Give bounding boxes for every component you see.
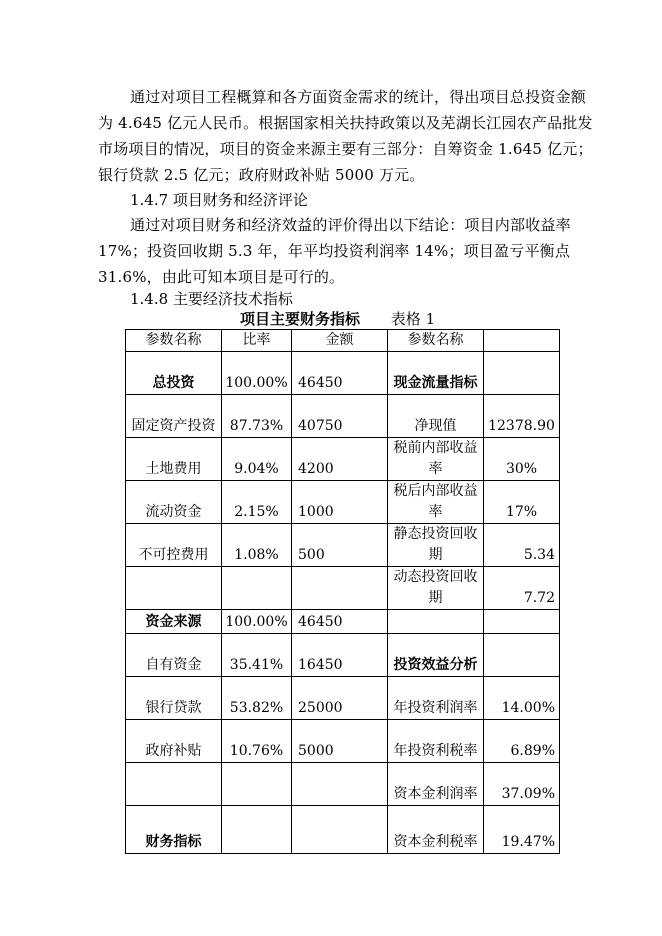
table-row: [126, 720, 560, 763]
table-cell: 53.82%: [222, 677, 292, 720]
table-cell: 5000: [292, 720, 388, 763]
table-cell: 100.00%: [222, 352, 292, 395]
table-cell: 4200: [292, 438, 388, 481]
table-cell: 土地费用: [126, 438, 222, 481]
table-row: [126, 438, 560, 481]
table-cell: 5.34: [484, 524, 560, 567]
table-cell: 静态投资回收期: [388, 524, 484, 567]
table-cell: 37.09%: [484, 763, 560, 806]
table-cell: 税前内部收益率: [388, 438, 484, 481]
table-cell: 政府补贴: [126, 720, 222, 763]
table-cell: 14.00%: [484, 677, 560, 720]
table-cell: [126, 567, 222, 610]
table-cell: 年投资利润率: [388, 677, 484, 720]
table-row: [126, 352, 560, 395]
table-cell: 40750: [292, 395, 388, 438]
table-cell: [484, 634, 560, 677]
table-row: [126, 481, 560, 524]
table-cell: 500: [292, 524, 388, 567]
table-cell: 2.15%: [222, 481, 292, 524]
table-row: [126, 677, 560, 720]
table-row: [126, 610, 560, 634]
table-cell: 46450: [292, 352, 388, 395]
section-heading-1-4-8: 1.4.8 主要经济技术指标: [130, 290, 293, 308]
table-cell: [222, 806, 292, 854]
table-row: [126, 395, 560, 438]
table-cell: 税后内部收益率: [388, 481, 484, 524]
table-cell: [388, 610, 484, 634]
table-cell: [222, 763, 292, 806]
table-cell: 资本金利润率: [388, 763, 484, 806]
table-cell: [126, 763, 222, 806]
table-cell: 46450: [292, 610, 388, 634]
table-cell: [222, 567, 292, 610]
table-cell: 财务指标: [126, 806, 222, 854]
header-cell: 比率: [222, 330, 292, 352]
table-cell: 现金流量指标: [388, 352, 484, 395]
table-cell: 30%: [484, 438, 560, 481]
table-cell: 自有资金: [126, 634, 222, 677]
table-cell: 资金来源: [126, 610, 222, 634]
table-cell: 17%: [484, 481, 560, 524]
table-cell: 银行贷款: [126, 677, 222, 720]
table-row: [126, 634, 560, 677]
table-cell: 10.76%: [222, 720, 292, 763]
intro-paragraph: 通过对项目工程概算和各方面资金需求的统计，得出项目总投资金额为 4.645 亿元人民币。根据国家相关扶持政策以及芜湖长江园农产品批发市场项目的情况，项目的资金来源主要有三部分：自筹资金 1.645 亿元；银行贷款 2.5 亿元；政府财政补贴 5000 万元。: [98, 88, 593, 184]
table-cell: 16450: [292, 634, 388, 677]
table-cell: 1.08%: [222, 524, 292, 567]
table-cell: [292, 806, 388, 854]
header-cell: 参数名称: [388, 330, 484, 352]
header-cell: 参数名称: [126, 330, 222, 352]
table-cell: 25000: [292, 677, 388, 720]
table-cell: 不可控费用: [126, 524, 222, 567]
table-number: 表格 1: [390, 310, 436, 328]
header-cell: [484, 330, 560, 352]
table-cell: 总投资: [126, 352, 222, 395]
header-cell: 金额: [292, 330, 388, 352]
table-cell: [292, 763, 388, 806]
table-cell: 流动资金: [126, 481, 222, 524]
section-heading-1-4-7: 1.4.7 项目财务和经济评论: [130, 191, 308, 209]
table-row: [126, 763, 560, 806]
table-cell: 87.73%: [222, 395, 292, 438]
table-row: [126, 567, 560, 610]
table-cell: 35.41%: [222, 634, 292, 677]
table-caption: [240, 309, 435, 329]
table-cell: 投资效益分析: [388, 634, 484, 677]
table-cell: 19.47%: [484, 806, 560, 854]
table-cell: 动态投资回收期: [388, 567, 484, 610]
table-cell: 9.04%: [222, 438, 292, 481]
table-cell: 100.00%: [222, 610, 292, 634]
table-row: [126, 806, 560, 854]
table-cell: 资本金利税率: [388, 806, 484, 854]
table-cell: 6.89%: [484, 720, 560, 763]
financial-indicators-table: [125, 329, 560, 854]
table-cell: 1000: [292, 481, 388, 524]
table-cell: [292, 567, 388, 610]
table-cell: [484, 352, 560, 395]
table-row: [126, 524, 560, 567]
table-cell: 净现值: [388, 395, 484, 438]
table-cell: 固定资产投资: [126, 395, 222, 438]
table-cell: 12378.90: [484, 395, 560, 438]
conclusion-paragraph: 通过对项目财务和经济效益的评价得出以下结论：项目内部收益率 17%；投资回收期 5.3 年，年平均投资利润率 14%；项目盈亏平衡点 31.6%，由此可知本项目是可行的。: [98, 216, 571, 286]
table-cell: [484, 610, 560, 634]
table-header-row: [126, 330, 560, 352]
table-title: 项目主要财务指标: [240, 310, 361, 328]
table-cell: 7.72: [484, 567, 560, 610]
table-cell: 年投资利税率: [388, 720, 484, 763]
